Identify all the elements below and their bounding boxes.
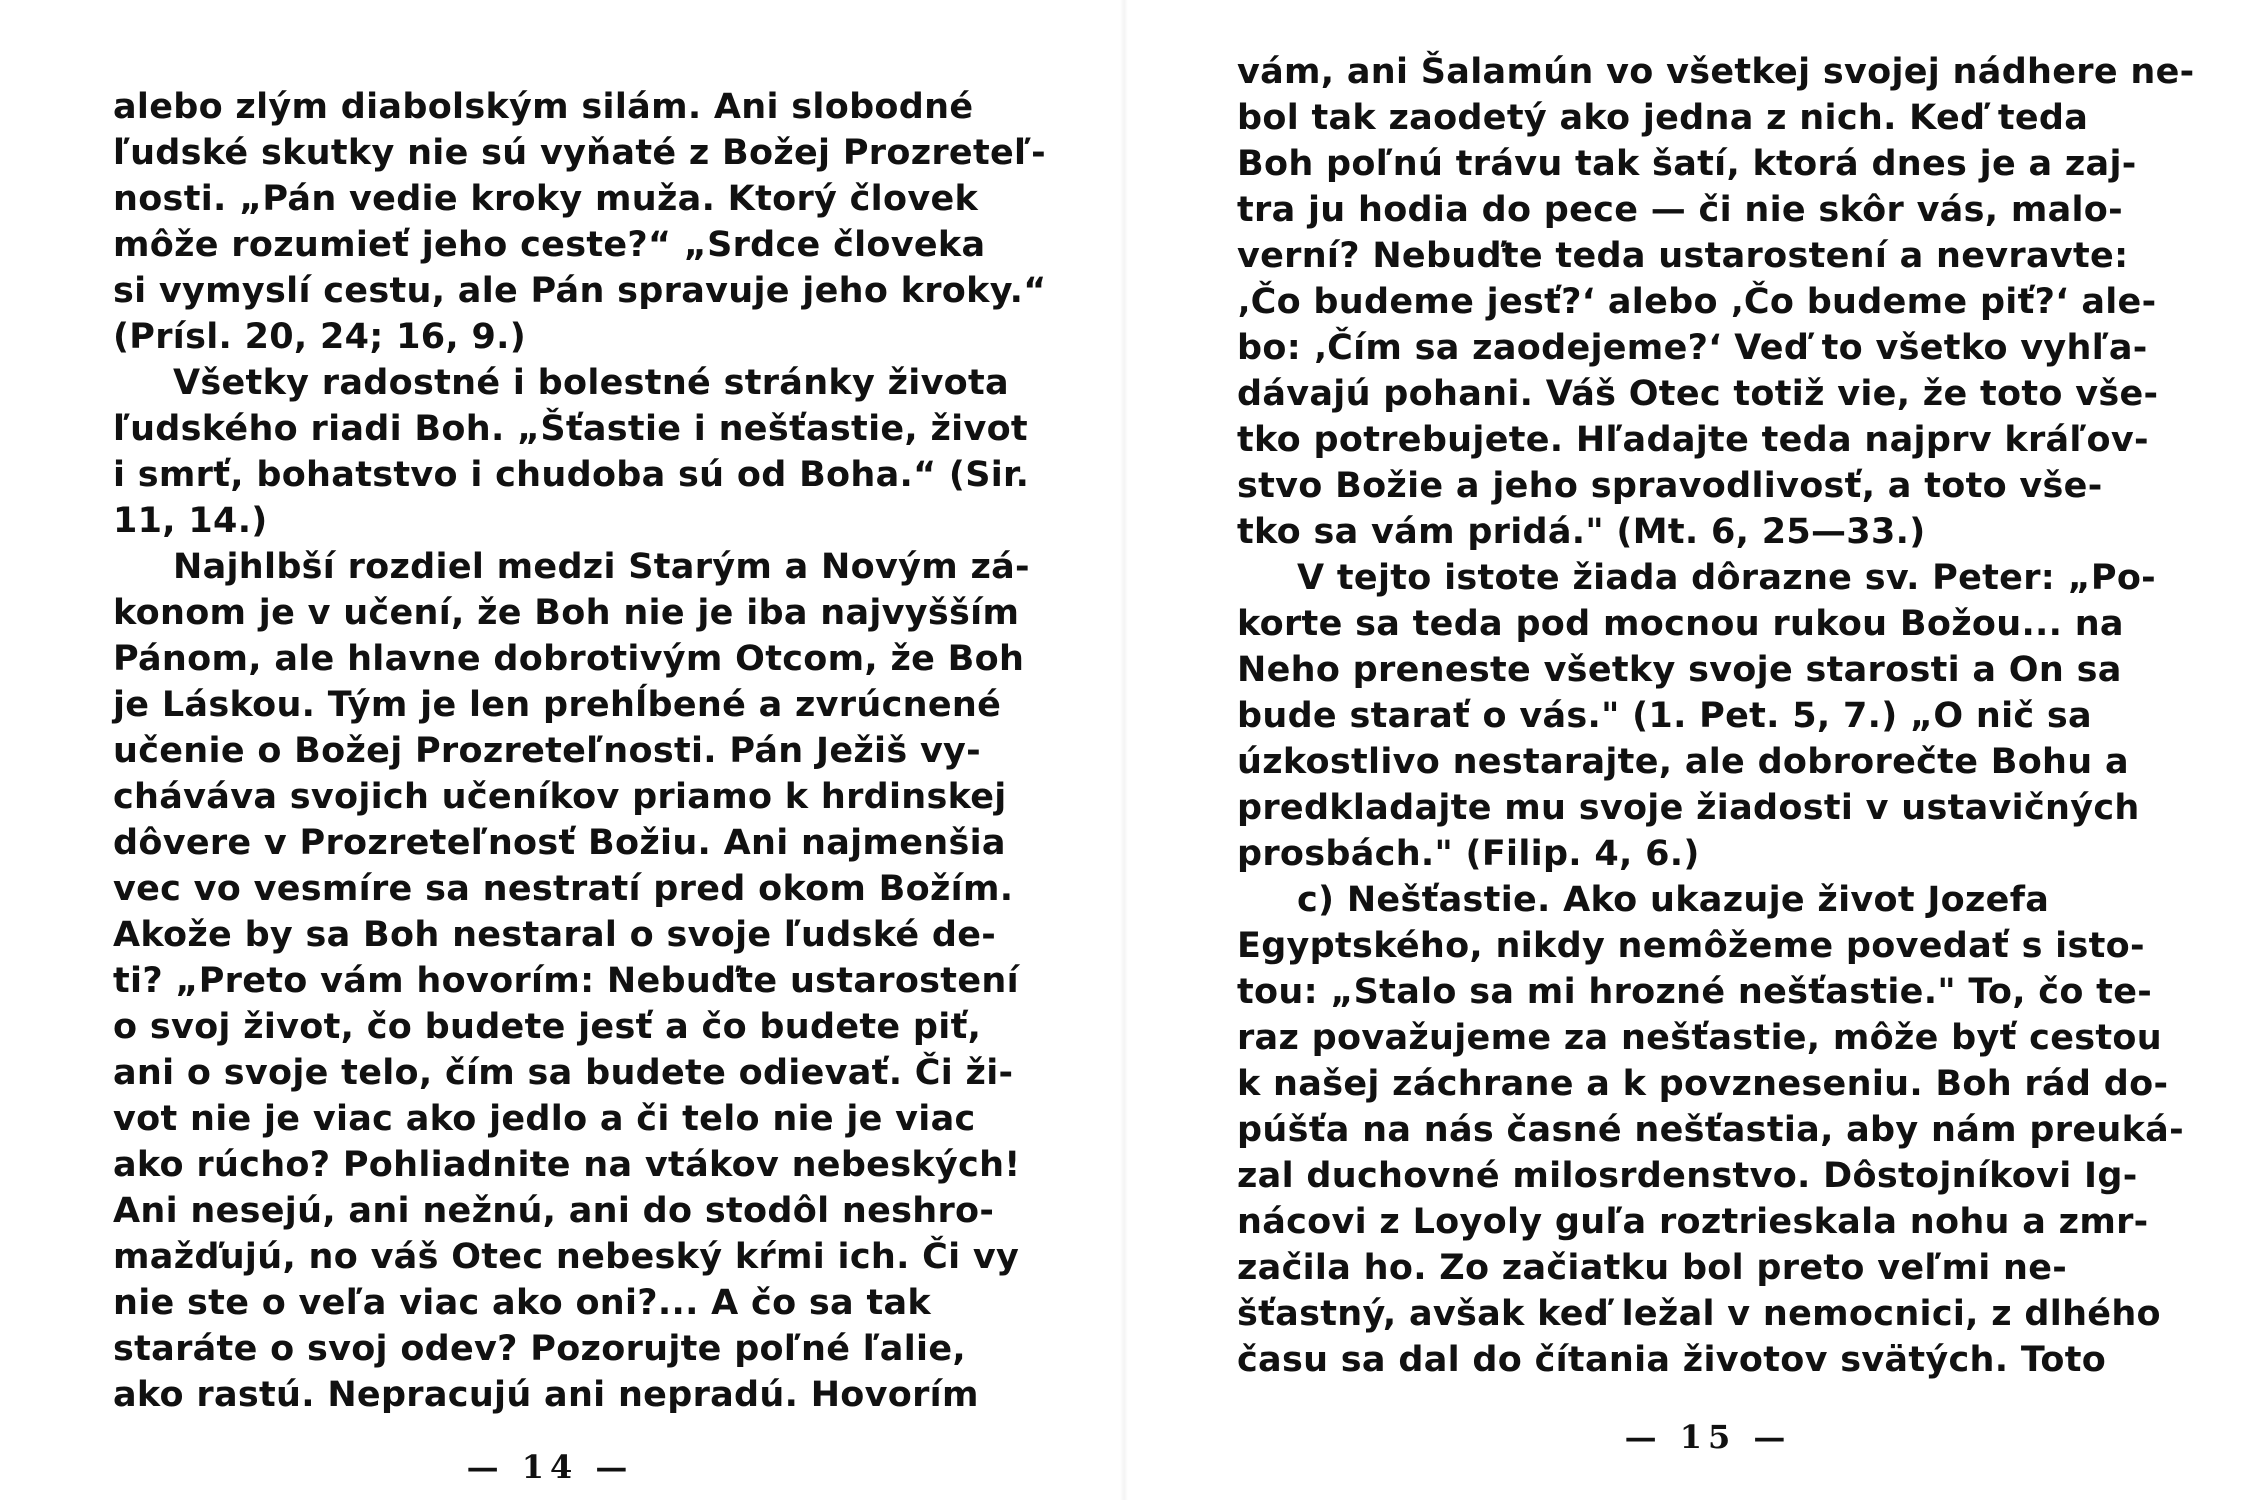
text-line: učenie o Božej Prozreteľnosti. Pán Ježiš vy- bbox=[113, 731, 981, 771]
text-line: raz považujeme za nešťastie, môže byť cestou bbox=[1237, 1018, 2162, 1058]
text-line: tra ju hodia do pece — či nie skôr vás, malo- bbox=[1237, 190, 2123, 230]
text-line: (Prísl. 20, 24; 16, 9.) bbox=[113, 317, 527, 357]
text-line: nosti. „Pán vedie kroky muža. Ktorý človek bbox=[113, 179, 979, 219]
text-line: ľudského riadi Boh. „Šťastie i nešťastie, život bbox=[113, 409, 1028, 449]
text-line: bude starať o vás." (1. Pet. 5, 7.) „O nič sa bbox=[1237, 696, 2092, 736]
text-line: ‚Čo budeme jesť?‘ alebo ‚Čo budeme piť?‘ ale- bbox=[1237, 282, 2157, 322]
right-page bbox=[1124, 0, 2248, 1500]
text-line: ani o svoje telo, čím sa budete odievať. Či ži- bbox=[113, 1053, 1014, 1093]
text-line: tou: „Stalo sa mi hrozné nešťastie." To, čo te- bbox=[1237, 972, 2153, 1012]
text-line: Akože by sa Boh nestaral o svoje ľudské de- bbox=[113, 915, 997, 955]
text-line: úzkostlivo nestarajte, ale dobrorečte Bohu a bbox=[1237, 742, 2129, 782]
text-line: predkladajte mu svoje žiadosti v ustavičných bbox=[1237, 788, 2140, 828]
section-heading: c) Nešťastie. bbox=[1297, 880, 1551, 920]
text-line: ako rúcho? Pohliadnite na vtákov nebeských! bbox=[113, 1145, 1021, 1185]
text-line: šťastný, avšak keď ležal v nemocnici, z dlhého bbox=[1237, 1294, 2161, 1334]
text-line: zal duchovné milosrdenstvo. Dôstojníkovi Ig- bbox=[1237, 1156, 2138, 1196]
page-number: — 15 — bbox=[1624, 1418, 1792, 1456]
text-line: o svoj život, čo budete jesť a čo budete piť, bbox=[113, 1007, 982, 1047]
text-line: bol tak zaodetý ako jedna z nich. Keď teda bbox=[1237, 98, 2089, 138]
text-line: staráte o svoj odev? Pozorujte poľné ľalie, bbox=[113, 1329, 966, 1369]
text-line: i smrť, bohatstvo i chudoba sú od Boha.“ (Sir. bbox=[113, 455, 1030, 495]
text-line: k našej záchrane a k povzneseniu. Boh rád do- bbox=[1237, 1064, 2169, 1104]
text-line: ľudské skutky nie sú vyňaté z Božej Prozreteľ- bbox=[113, 133, 1046, 173]
text-line: dôvere v Prozreteľnosť Božiu. Ani najmenšia bbox=[113, 823, 1006, 863]
text-line: Boh poľnú trávu tak šatí, ktorá dnes je a zaj- bbox=[1237, 144, 2137, 184]
text-line: nácovi z Loyoly guľa roztrieskala nohu a zmr- bbox=[1237, 1202, 2149, 1242]
text-line: vám, ani Šalamún vo všetkej svojej nádhere ne- bbox=[1237, 52, 2195, 92]
right-page-text bbox=[1237, 49, 2195, 1383]
text-line: mažďujú, no váš Otec nebeský kŕmi ich. Či vy bbox=[113, 1237, 1020, 1277]
text-line: Ani nesejú, ani nežnú, ani do stodôl neshro- bbox=[113, 1191, 995, 1231]
text-line: si vymyslí cestu, ale Pán spravuje jeho kroky.“ bbox=[113, 271, 1047, 311]
text-line: času sa dal do čítania životov svätých. Toto bbox=[1237, 1340, 2107, 1380]
text-line: Všetky radostné i bolestné stránky života bbox=[173, 363, 1009, 403]
text-line: V tejto istote žiada dôrazne sv. Peter: „Po- bbox=[1297, 558, 2156, 598]
text-line: stvo Božie a jeho spravodlivosť, a toto vše- bbox=[1237, 466, 2103, 506]
text-line: konom je v učení, že Boh nie je iba najvyšším bbox=[113, 593, 1020, 633]
text-line: dávajú pohani. Váš Otec totiž vie, že toto vše- bbox=[1237, 374, 2159, 414]
text-line: môže rozumieť jeho ceste?“ „Srdce človeka bbox=[113, 225, 986, 265]
text-line: korte sa teda pod mocnou rukou Božou... na bbox=[1237, 604, 2124, 644]
text-line: prosbách." (Filip. 4, 6.) bbox=[1237, 834, 1700, 874]
text-line: začila ho. Zo začiatku bol preto veľmi ne- bbox=[1237, 1248, 2068, 1288]
text-line: ako rastú. Nepracujú ani nepradú. Hovorím bbox=[113, 1375, 979, 1415]
text-line: 11, 14.) bbox=[113, 501, 268, 541]
text-line: alebo zlým diabolským silám. Ani slobodné bbox=[113, 87, 974, 127]
section-lead-text: Ako ukazuje život Jozefa bbox=[1550, 880, 2050, 920]
text-line: je Láskou. Tým je len prehĺbené a zvrúcnené bbox=[113, 685, 1002, 725]
text-line: púšťa na nás časné nešťastia, aby nám preuká- bbox=[1237, 1110, 2184, 1150]
left-page-text bbox=[113, 84, 1047, 1418]
text-line: cháváva svojich učeníkov priamo k hrdinskej bbox=[113, 777, 1007, 817]
text-line: bo: ‚Čím sa zaodejeme?‘ Veď to všetko vyhľa- bbox=[1237, 328, 2148, 368]
text-line: tko potrebujete. Hľadajte teda najprv kráľov- bbox=[1237, 420, 2149, 460]
text-line: vec vo vesmíre sa nestratí pred okom Božím. bbox=[113, 869, 1014, 909]
text-line: Najhlbší rozdiel medzi Starým a Novým zá- bbox=[173, 547, 1030, 587]
text-line: nie ste o veľa viac ako oni?... A čo sa tak bbox=[113, 1283, 931, 1323]
text-line: ti? „Preto vám hovorím: Nebuďte ustarostení bbox=[113, 961, 1019, 1001]
text-line: vot nie je viac ako jedlo a či telo nie je viac bbox=[113, 1099, 976, 1139]
text-line: Egyptského, nikdy nemôžeme povedať s isto- bbox=[1237, 926, 2145, 966]
section-heading-line bbox=[1237, 877, 2167, 923]
page-number: — 14 — bbox=[466, 1448, 634, 1486]
text-line: Neho preneste všetky svoje starosti a On sa bbox=[1237, 650, 2122, 690]
text-line: tko sa vám pridá." (Mt. 6, 25—33.) bbox=[1237, 512, 1926, 552]
text-line: Pánom, ale hlavne dobrotivým Otcom, že Boh bbox=[113, 639, 1025, 679]
text-line: verní? Nebuďte teda ustarostení a nevravte: bbox=[1237, 236, 2129, 276]
